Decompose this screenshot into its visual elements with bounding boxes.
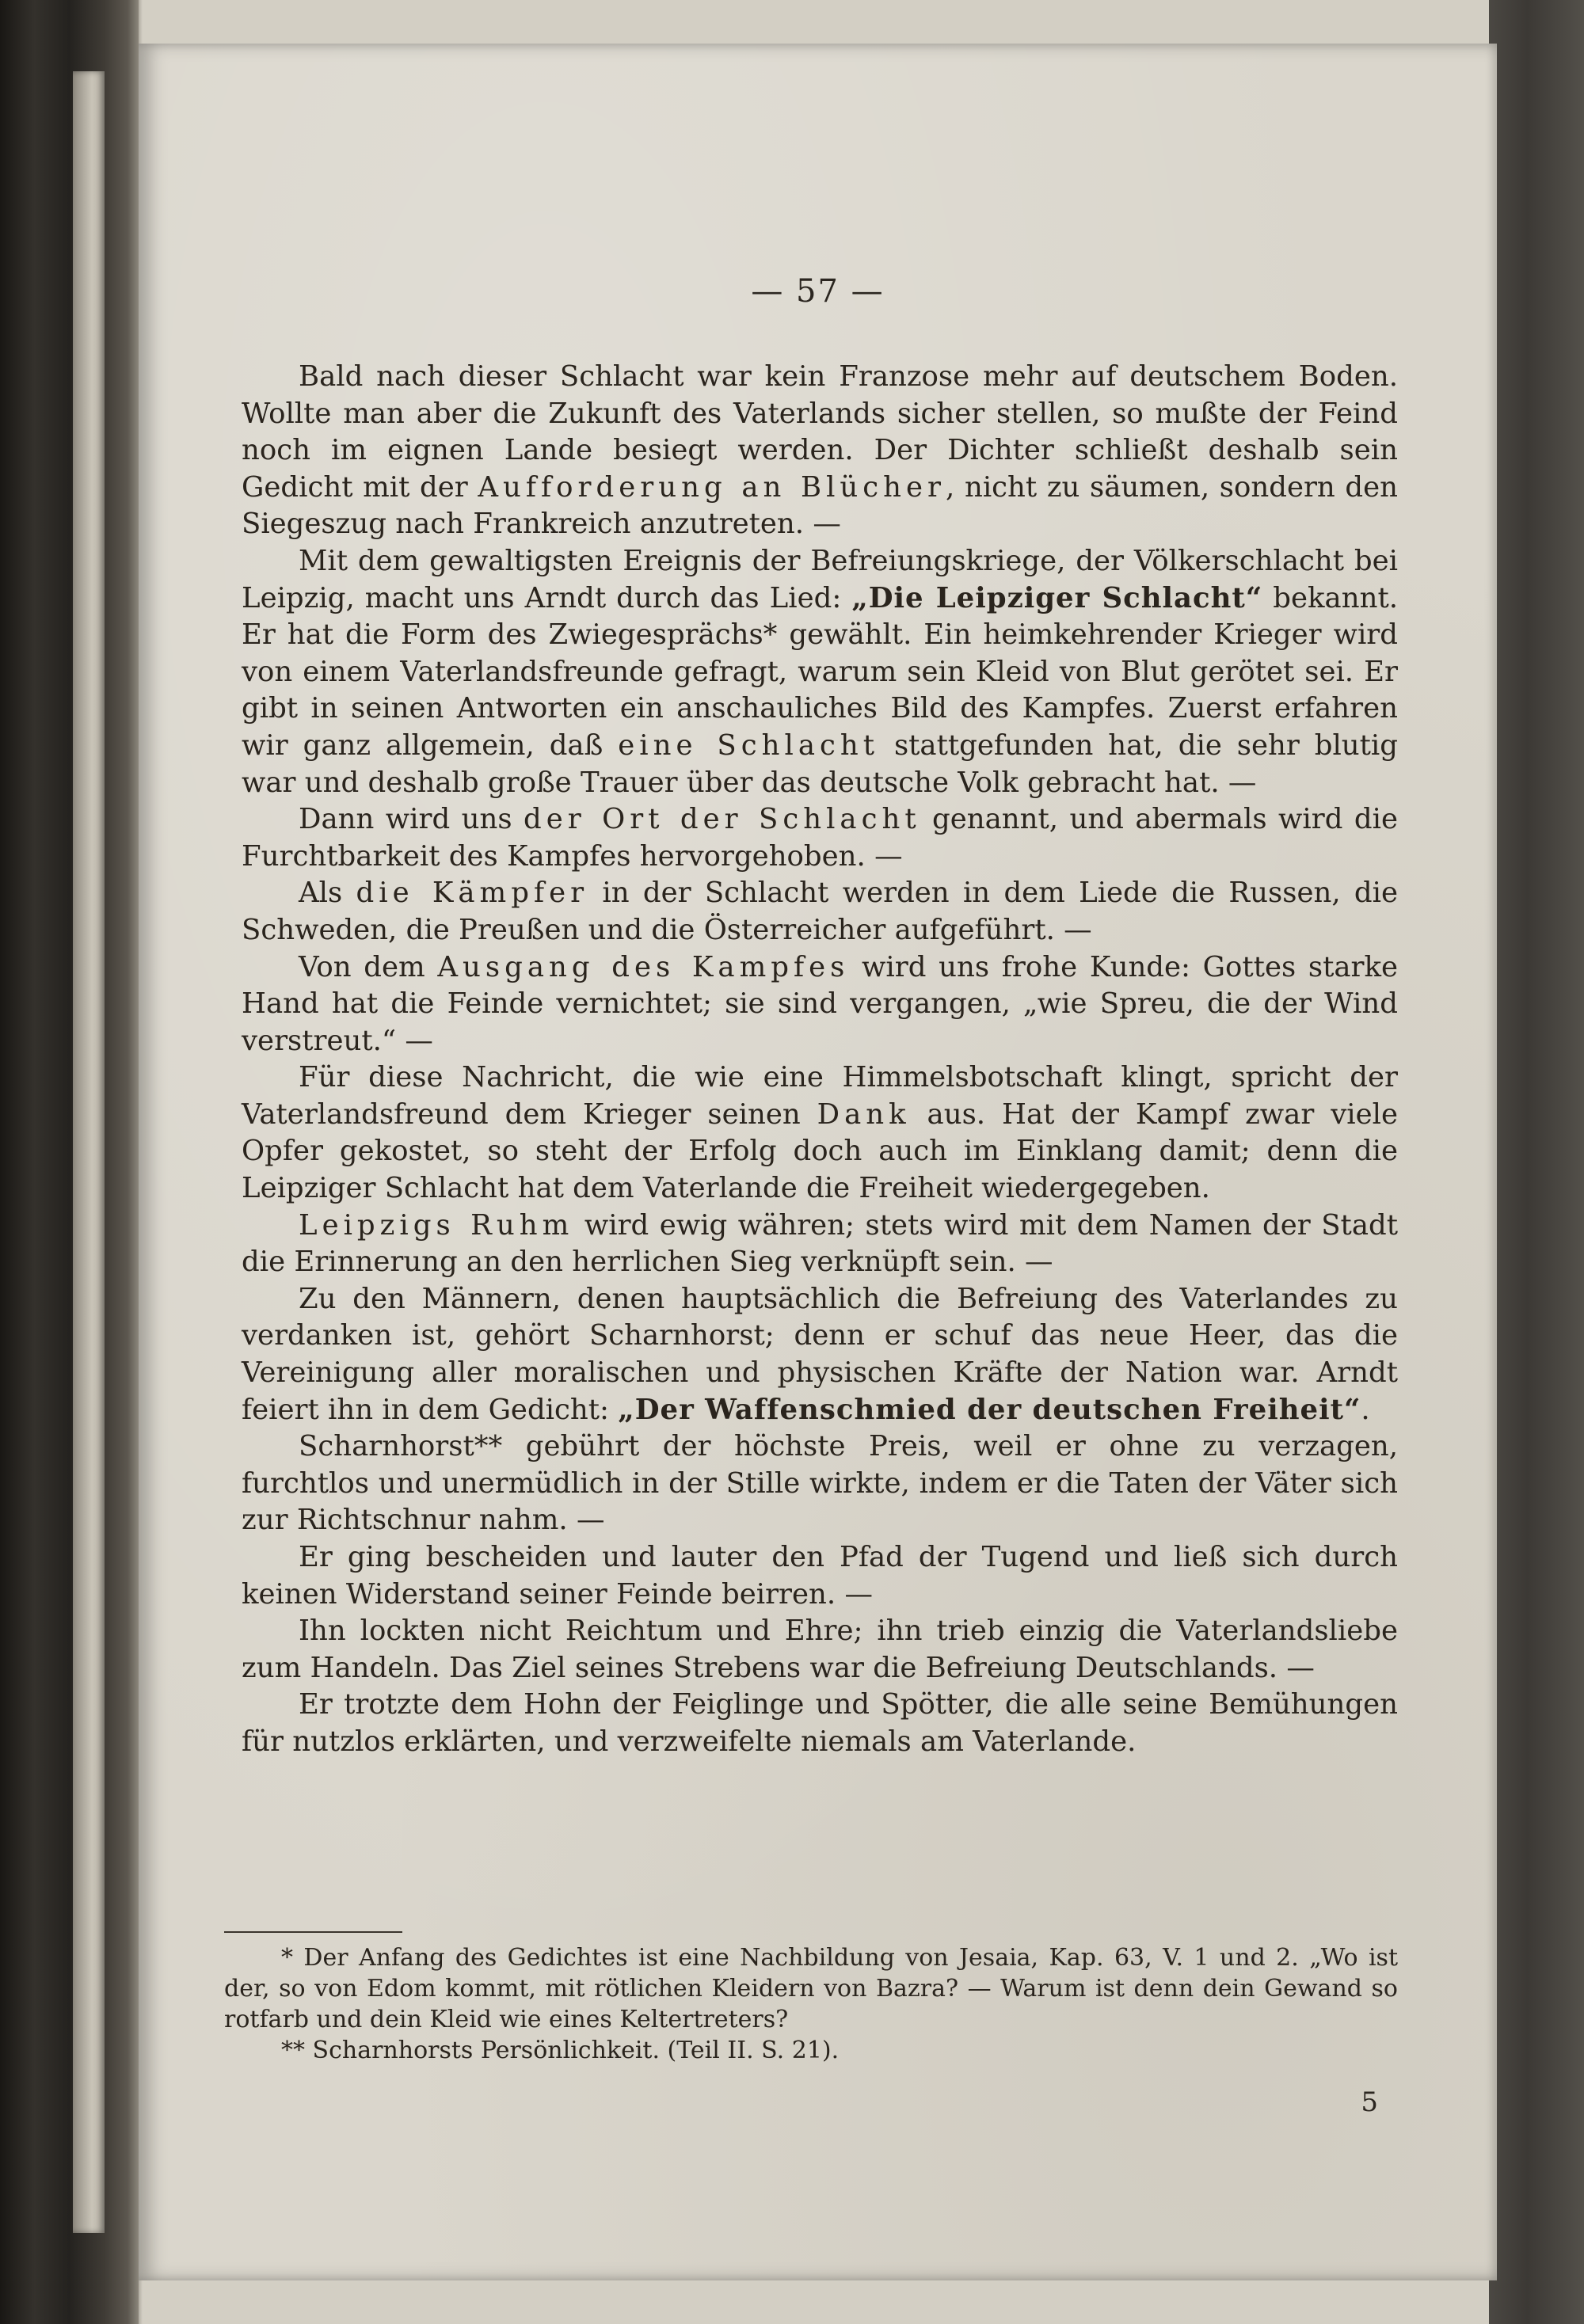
paragraph (242, 1208, 1398, 1281)
paragraph (242, 1613, 1398, 1687)
paragraph (242, 359, 1398, 543)
text-run: in der Schlacht werden in dem Liede die Russen, die Schweden, die Preußen und die Österreicher aufgeführt. — (242, 877, 1398, 946)
spaced-emphasis: eine Schlacht (618, 728, 880, 762)
text-run: , nicht zu säumen, sondern den Siegeszug nach Frankreich anzutreten. — (242, 470, 1399, 541)
paragraph (242, 543, 1398, 801)
body-text (242, 359, 1398, 1761)
footnote: * Der Anfang des Gedichtes ist eine Nachbildung von Jesaia, Kap. 63, V. 1 und 2. „Wo ist der, so von Edom kommt, mit rötlichen Kleidern von Bazra? — Warum ist denn dein Gewand so rotfarb und dein Kleid wie eines Keltertreters? (224, 1944, 1398, 2033)
text-run: Von dem (299, 950, 438, 983)
text-run: . (1361, 1393, 1370, 1426)
spaced-emphasis: Aufforderung an Blücher (478, 470, 946, 504)
book-left-edge (0, 0, 139, 2324)
footnote-rule (224, 1931, 402, 1933)
spaced-emphasis: Leipzigs Ruhm (299, 1208, 574, 1242)
text-run: Bald nach dieser Schlacht war kein Franzose mehr auf deutschem Boden. Wollte man aber die Zukunft des Vaterlands sicher stellen, so mußte der Feind noch im eignen Lande besiegt werden. Der Dichter schließt deshalb sein Gedicht mit der (242, 360, 1398, 504)
spaced-emphasis: die Kämpfer (356, 877, 589, 910)
paragraph (242, 1428, 1398, 1539)
text-run: wird uns frohe Kunde: Gottes starke Hand hat die Feinde vernichtet; sie sind vergangen, „wie Spreu, die der Wind verstreut.“ — (242, 950, 1399, 1057)
text-run: aus. Hat der Kampf zwar viele Opfer gekostet, so steht der Erfolg doch auch im Einklang damit; denn die Leipziger Schlacht hat dem Vaterlande die Freiheit wiedergegeben. (242, 1097, 1398, 1205)
text-run: stattgefunden hat, die sehr blutig war und deshalb große Trauer über das deutsche Volk gebracht hat. — (242, 728, 1399, 799)
book-cover-edge (1489, 0, 1584, 2324)
text-run: Dann wird uns (299, 803, 524, 836)
spaced-emphasis: der Ort der Schlacht (524, 803, 921, 836)
bold-title: „Die Leipziger Schlacht“ (851, 581, 1263, 614)
text-run: wird ewig währen; stets wird mit dem Namen der Stadt die Erinnerung an den herrlichen Sieg verknüpft sein. — (242, 1208, 1398, 1279)
paragraph (242, 1281, 1398, 1428)
text-run: Mit dem gewaltigsten Ereignis der Befreiungskriege, der Völkerschlacht bei Leipzig, macht uns Arndt durch das Lied: (242, 544, 1398, 614)
book-page (139, 44, 1497, 2280)
paragraph (242, 1687, 1398, 1760)
text-run: Scharnhorst** gebührt der höchste Preis, weil er ohne zu verzagen, furchtlos und unermüdlich in der Stille wirkte, indem er die Taten der Väter sich zur Richtschnur nahm. — (242, 1430, 1398, 1537)
text-run: genannt, und abermals wird die Furchtbarkeit des Kampfes hervorgehoben. — (242, 803, 1398, 873)
previous-page-strip (73, 71, 105, 2233)
text-run: Zu den Männern, denen hauptsächlich die Befreiung des Vaterlandes zu verdanken ist, gehört Scharnhorst; denn er schuf das neue Heer, das die Vereinigung aller moralischen und physischen Kräfte der Nation war. Arndt feiert ihn in dem Gedicht: (242, 1282, 1398, 1426)
paragraph (242, 875, 1398, 949)
signature-mark: 5 (1361, 2086, 1378, 2118)
text-run: Er ging bescheiden und lauter den Pfad der Tugend und ließ sich durch keinen Widerstand seiner Feinde beirren. — (242, 1541, 1398, 1611)
spaced-emphasis: Dank (817, 1097, 911, 1131)
spaced-emphasis: Ausgang des Kampfes (437, 950, 850, 983)
footnote: ** Scharnhorsts Persönlichkeit. (Teil II. S. 21). (281, 2037, 840, 2064)
text-run: bekannt. Er hat die Form des Zwiegesprächs* gewählt. Ein heimkehrender Krieger wird von einem Vaterlandsfreunde gefragt, warum sein Kleid von Blut gerötet sei. Er gibt in seinen Antworten ein anschauliches Bild des Kampfes. Zuerst erfahren wir ganz allgemein, daß (242, 581, 1398, 762)
paragraph (242, 1539, 1398, 1613)
text-run: Für diese Nachricht, die wie eine Himmelsbotschaft klingt, spricht der Vaterlandsfreund dem Krieger seinen (242, 1061, 1398, 1131)
paragraph (242, 949, 1398, 1060)
text-run: Ihn lockten nicht Reichtum und Ehre; ihn trieb einzig die Vaterlandsliebe zum Handeln. Das Ziel seines Strebens war die Befreiung Deutschlands. — (242, 1615, 1398, 1684)
bold-title: „Der Waffenschmied der deutschen Freiheit“ (618, 1393, 1361, 1426)
page-number: — 57 — (751, 273, 885, 310)
paragraph (242, 1059, 1398, 1207)
text-run: Er trotzte dem Hohn der Feiglinge und Spötter, die alle seine Bemühungen für nutzlos erklärten, und verzweifelte niemals am Vaterlande. (242, 1688, 1398, 1758)
text-run: Als (299, 877, 356, 910)
paragraph (242, 801, 1398, 875)
footnotes (224, 1942, 1398, 2066)
